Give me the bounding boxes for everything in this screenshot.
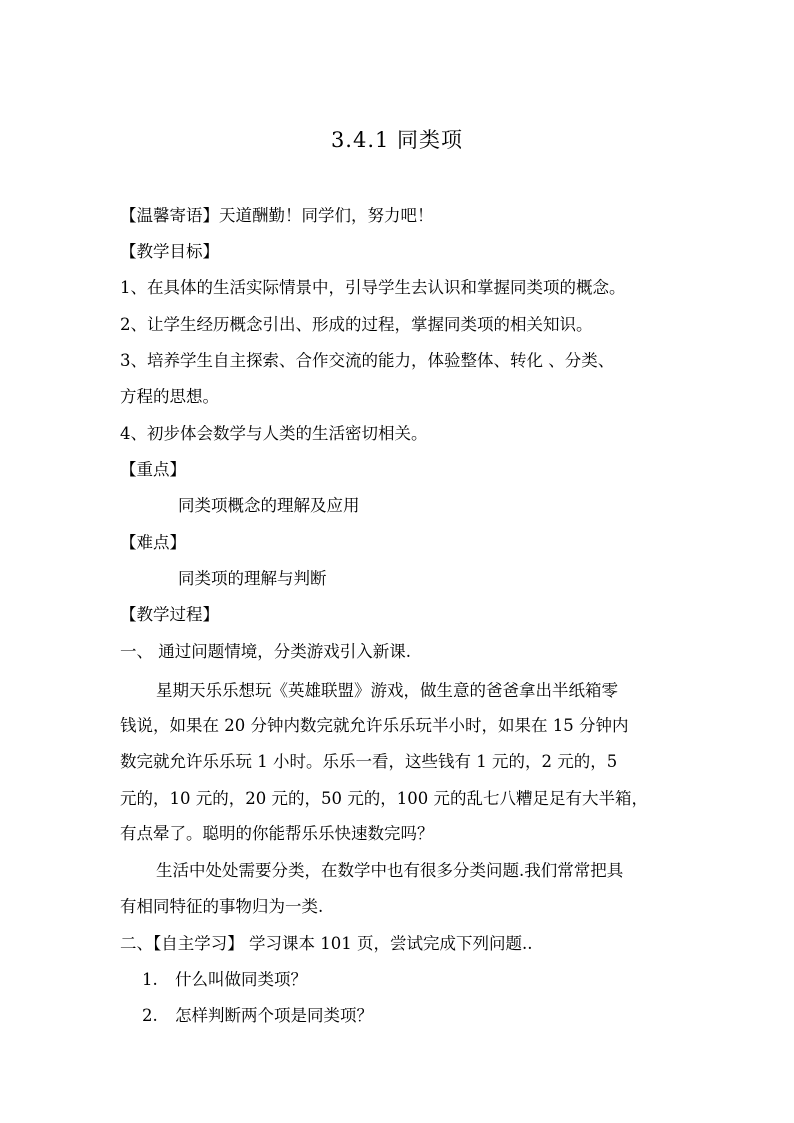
question-item-2 — [142, 1004, 702, 1028]
story-paragraph-line-4: 元的，10 元的，20 元的，50 元的，100 元的乱七八糟足足有大半箱， — [120, 789, 648, 808]
goal-item-3: 3、培养学生自主探索、合作交流的能力，体验整体、转化 、分类、 — [120, 351, 615, 370]
question-text: 怎样判断两个项是同类项？ — [175, 1006, 373, 1025]
classification-paragraph-line-1: 生活中处处需要分类，在数学中也有很多分类问题.我们常常把具 — [156, 861, 624, 880]
greeting-line: 【温馨寄语】天道酬勤！同学们，努力吧！ — [120, 206, 434, 225]
key-point-text: 同类项概念的理解及应用 — [178, 496, 360, 515]
story-paragraph-line-5: 有点晕了。聪明的你能帮乐乐快速数完吗？ — [120, 824, 434, 843]
process-step-1: 一、 通过问题情境，分类游戏引入新课. — [120, 642, 411, 661]
question-item-1 — [142, 968, 702, 992]
goal-item-3-cont: 方程的思想。 — [120, 387, 219, 406]
section-heading-goals: 【教学目标】 — [120, 242, 219, 261]
question-text: 什么叫做同类项？ — [175, 970, 307, 989]
goal-item-2: 2、让学生经历概念引出、形成的过程，掌握同类项的相关知识。 — [120, 315, 593, 334]
goal-item-4: 4、初步体会数学与人类的生活密切相关。 — [120, 424, 428, 443]
process-step-2: 二、【自主学习】 学习课本 101 页，尝试完成下列问题.. — [120, 934, 533, 953]
story-paragraph-line-2: 钱说，如果在 20 分钟内数完就允许乐乐玩半小时，如果在 15 分钟内 — [120, 716, 629, 735]
section-heading-difficulty: 【难点】 — [120, 533, 186, 552]
question-number: 2. — [142, 1006, 158, 1025]
goal-item-1: 1、在具体的生活实际情景中，引导学生去认识和掌握同类项的概念。 — [120, 278, 626, 297]
story-paragraph-line-1: 星期天乐乐想玩《英雄联盟》游戏，做生意的爸爸拿出半纸箱零 — [156, 681, 618, 700]
section-heading-process: 【教学过程】 — [120, 605, 219, 624]
classification-paragraph-line-2: 有相同特征的事物归为一类. — [120, 897, 324, 916]
question-number: 1. — [142, 970, 158, 989]
section-heading-key-point: 【重点】 — [120, 460, 186, 479]
story-paragraph-line-3: 数完就允许乐乐玩 1 小时。乐乐一看，这些钱有 1 元的，2 元的，5 — [120, 752, 618, 771]
page-title: 3.4.1 同类项 — [330, 128, 464, 152]
difficulty-text: 同类项的理解与判断 — [178, 569, 327, 588]
